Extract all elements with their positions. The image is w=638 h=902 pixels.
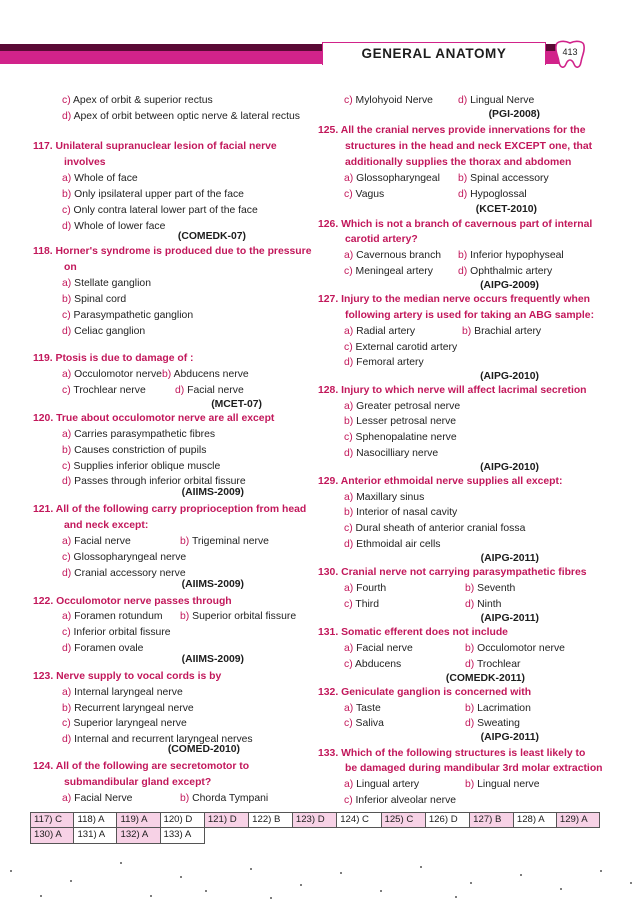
option-text: Foramen rotundum	[74, 611, 163, 622]
option-text: Superior orbital fissure	[192, 611, 297, 622]
option-item	[344, 265, 433, 279]
answer-cell: 132) A	[117, 828, 160, 843]
option-letter: a)	[344, 173, 354, 184]
source-tag: (AIPG-2009)	[480, 280, 539, 291]
option-letter: d)	[465, 659, 475, 670]
option-letter: d)	[62, 111, 72, 122]
option-letter: b)	[465, 703, 475, 714]
option-text: Facial nerve	[356, 643, 413, 654]
option-text: Abducens nerve	[173, 369, 249, 380]
option-letter: c)	[344, 432, 353, 443]
option-letter: c)	[344, 523, 353, 534]
option-letter: b)	[462, 326, 472, 337]
option-item	[62, 535, 131, 549]
option-item	[62, 384, 146, 398]
answer-cell: 127) B	[470, 813, 514, 828]
option-letter: c)	[62, 95, 71, 106]
option-text: Abducens	[354, 659, 402, 670]
option-item	[62, 172, 138, 186]
question-text: involves	[64, 157, 106, 168]
option-letter: c)	[62, 205, 71, 216]
scan-speck	[560, 888, 562, 890]
option-text: External carotid artery	[355, 342, 458, 353]
option-text: Facial Nerve	[74, 793, 133, 804]
source-tag: (AIPG-2011)	[480, 732, 539, 743]
option-letter: c)	[344, 659, 353, 670]
scan-speck	[205, 890, 207, 892]
option-text: Internal and recurrent laryngeal nerves	[74, 734, 253, 745]
scan-speck	[340, 872, 342, 874]
answer-cell: 118) A	[74, 813, 117, 828]
option-item	[458, 265, 552, 279]
option-item	[62, 702, 194, 716]
scan-speck	[120, 862, 122, 864]
option-letter: c)	[344, 718, 353, 729]
option-item	[62, 717, 187, 731]
answer-cell: 128) A	[513, 813, 556, 828]
option-item	[180, 610, 296, 624]
option-text: Spinal accessory	[470, 173, 549, 184]
option-item	[62, 368, 162, 382]
option-letter: c)	[344, 95, 353, 106]
option-letter: b)	[62, 445, 72, 456]
option-text: Third	[355, 599, 380, 610]
option-item	[465, 642, 565, 656]
option-text: Inferior orbital fissure	[73, 627, 171, 638]
scan-speck	[300, 884, 302, 886]
question-text: 121. All of the following carry proprioception from head	[33, 504, 307, 515]
answer-cell: 133) A	[160, 828, 204, 843]
option-item	[344, 415, 456, 429]
option-letter: c)	[62, 385, 71, 396]
question-text: 127. Injury to the median nerve occurs frequently when	[318, 294, 590, 305]
option-text: Internal laryngeal nerve	[74, 687, 183, 698]
source-tag: (AIPG-2011)	[480, 553, 539, 564]
option-item	[62, 686, 183, 700]
option-text: Trochlear nerve	[73, 385, 146, 396]
scan-speck	[10, 870, 12, 872]
option-text: Vagus	[355, 189, 385, 200]
option-text: Trochlear	[476, 659, 521, 670]
source-tag: (AIIMS-2009)	[181, 654, 244, 665]
option-letter: d)	[62, 643, 72, 654]
option-item	[62, 642, 143, 656]
answer-cell: 131) A	[74, 828, 117, 843]
option-letter: b)	[180, 536, 190, 547]
option-text: Sweating	[477, 718, 520, 729]
option-item	[344, 582, 386, 596]
source-tag: (KCET-2010)	[475, 204, 537, 215]
option-item	[344, 778, 419, 792]
question-text: 123. Nerve supply to vocal cords is by	[33, 671, 222, 682]
source-tag: (AIPG-2010)	[480, 462, 539, 473]
option-item	[62, 428, 215, 442]
option-text: Taste	[355, 703, 381, 714]
option-text: Stellate ganglion	[74, 278, 151, 289]
page-number: 413	[562, 47, 578, 57]
option-text: Chorda Tympani	[192, 793, 269, 804]
option-letter: a)	[344, 492, 354, 503]
option-text: Nasocilliary nerve	[356, 448, 439, 459]
option-letter: a)	[344, 250, 354, 261]
option-text: Inferior alveolar nerve	[355, 795, 457, 806]
option-item	[162, 368, 249, 382]
option-item	[344, 356, 424, 370]
option-item	[344, 506, 457, 520]
option-letter: b)	[62, 294, 72, 305]
option-item	[344, 702, 381, 716]
option-item	[62, 220, 165, 234]
option-text: Lacrimation	[477, 703, 531, 714]
option-item	[465, 717, 520, 731]
answer-cell: 122) B	[249, 813, 293, 828]
option-letter: c)	[62, 310, 71, 321]
question-text: 132. Geniculate ganglion is concerned with	[318, 687, 532, 698]
option-letter: b)	[180, 611, 190, 622]
option-text: Sphenopalatine nerve	[355, 432, 457, 443]
option-item	[344, 447, 438, 461]
option-item	[465, 658, 520, 672]
option-item	[62, 626, 171, 640]
question-text: additionally supplies the thorax and abdomen	[345, 157, 572, 168]
scan-speck	[180, 876, 182, 878]
option-letter: b)	[344, 507, 354, 518]
option-item	[62, 444, 206, 458]
option-letter: a)	[62, 536, 72, 547]
option-text: Trigeminal nerve	[191, 536, 269, 547]
question-text: structures in the head and neck EXCEPT one, that	[345, 141, 593, 152]
option-item	[465, 598, 501, 612]
option-letter: c)	[344, 795, 353, 806]
source-tag: (COMEDK-07)	[177, 231, 246, 242]
option-item	[344, 491, 424, 505]
option-text: Occulomotor nerve	[477, 643, 565, 654]
option-letter: b)	[465, 583, 475, 594]
answer-key-row	[31, 813, 600, 828]
question-text: 119. Ptosis is due to damage of :	[33, 353, 194, 364]
option-text: Recurrent laryngeal nerve	[74, 703, 194, 714]
option-letter: a)	[62, 173, 72, 184]
option-text: Facial nerve	[74, 536, 131, 547]
question-text: 128. Injury to which nerve will affect lacrimal secretion	[318, 385, 587, 396]
option-text: Passes through inferior orbital fissure	[74, 476, 246, 487]
scan-speck	[630, 882, 632, 884]
option-item	[62, 309, 193, 323]
answer-cell: 119) A	[117, 813, 160, 828]
option-item	[344, 400, 460, 414]
option-letter: d)	[62, 476, 72, 487]
option-letter: b)	[62, 189, 72, 200]
option-text: Brachial artery	[474, 326, 542, 337]
option-letter: b)	[458, 173, 468, 184]
answer-key-table	[30, 812, 600, 844]
option-letter: c)	[62, 627, 71, 638]
option-text: Lingual Nerve	[470, 95, 535, 106]
option-item	[180, 792, 268, 806]
question-text: and neck except:	[64, 520, 149, 531]
option-item	[62, 610, 163, 624]
option-item	[344, 341, 457, 355]
question-text: 117. Unilateral supranuclear lesion of facial nerve	[33, 141, 277, 152]
source-tag: (AIPG-2011)	[480, 613, 539, 624]
option-letter: a)	[344, 326, 354, 337]
answer-cell: 117) C	[31, 813, 74, 828]
option-text: Glossopharyngeal	[356, 173, 440, 184]
option-text: Carries parasympathetic fibres	[74, 429, 216, 440]
answer-cell: 126) D	[425, 813, 469, 828]
option-text: Greater petrosal nerve	[356, 401, 461, 412]
option-letter: d)	[344, 448, 354, 459]
option-text: Whole of face	[74, 173, 138, 184]
option-text: Cavernous branch	[356, 250, 442, 261]
tooth-page-badge	[552, 40, 588, 70]
source-tag: (AIPG-2010)	[480, 371, 539, 382]
tooth-icon	[552, 40, 588, 70]
answer-cell: 120) D	[160, 813, 204, 828]
option-item	[62, 567, 186, 581]
option-item	[458, 249, 564, 263]
option-text: Cranial accessory nerve	[74, 568, 186, 579]
option-text: Lesser petrosal nerve	[356, 416, 457, 427]
option-item	[465, 778, 540, 792]
option-letter: d)	[344, 539, 354, 550]
option-letter: c)	[344, 599, 353, 610]
option-letter: d)	[465, 599, 475, 610]
option-text: Lingual nerve	[477, 779, 540, 790]
option-item	[344, 538, 440, 552]
option-letter: d)	[62, 568, 72, 579]
option-text: Apex of orbit & superior rectus	[72, 95, 213, 106]
option-letter: d)	[458, 266, 468, 277]
option-item	[344, 794, 456, 808]
question-text: 124. All of the following are secretomotor to	[33, 761, 250, 772]
answer-cell: 129) A	[556, 813, 599, 828]
question-text: submandibular gland except?	[64, 777, 212, 788]
question-text: following artery is used for taking an ABG sample:	[345, 310, 595, 321]
option-letter: a)	[344, 643, 354, 654]
question-text: 118. Horner's syndrome is produced due to the pressure	[33, 246, 312, 257]
option-text: Meningeal artery	[355, 266, 433, 277]
option-letter: a)	[344, 401, 354, 412]
option-item	[344, 325, 415, 339]
option-text: Celiac ganglion	[74, 326, 146, 337]
option-letter: a)	[62, 687, 72, 698]
option-item	[62, 188, 244, 202]
option-letter: d)	[175, 385, 185, 396]
option-letter: d)	[458, 189, 468, 200]
scan-speck	[520, 874, 522, 876]
option-item	[62, 204, 258, 218]
option-item	[344, 658, 401, 672]
scan-speck	[380, 890, 382, 892]
option-text: Only ipsilateral upper part of the face	[74, 189, 244, 200]
option-item	[344, 188, 384, 202]
option-item	[180, 535, 269, 549]
option-letter: c)	[344, 189, 353, 200]
option-letter: d)	[62, 326, 72, 337]
option-letter: a)	[344, 583, 354, 594]
answer-cell: 125) C	[381, 813, 425, 828]
option-item	[62, 460, 220, 474]
question-text: 131. Somatic efferent does not include	[318, 627, 508, 638]
question-text: carotid artery?	[345, 234, 418, 245]
option-text: Only contra lateral lower part of the face	[73, 205, 258, 216]
scan-speck	[470, 882, 472, 884]
option-text: Ethmoidal air cells	[356, 539, 441, 550]
option-letter: b)	[180, 793, 190, 804]
option-letter: b)	[162, 369, 172, 380]
option-item	[62, 325, 145, 339]
option-item	[462, 325, 541, 339]
option-letter: d)	[62, 734, 72, 745]
option-item	[344, 249, 441, 263]
option-letter: a)	[344, 779, 354, 790]
option-letter: a)	[62, 611, 72, 622]
option-text: Seventh	[477, 583, 516, 594]
question-text: on	[64, 262, 77, 273]
option-item	[175, 384, 244, 398]
option-item	[344, 642, 413, 656]
option-letter: d)	[344, 357, 354, 368]
option-letter: c)	[62, 552, 71, 563]
scan-speck	[455, 896, 457, 898]
option-text: Maxillary sinus	[356, 492, 425, 503]
option-item	[458, 172, 549, 186]
source-tag: (AIIMS-2009)	[181, 487, 244, 498]
option-item	[344, 598, 379, 612]
option-text: Parasympathetic ganglion	[73, 310, 194, 321]
option-letter: c)	[344, 342, 353, 353]
option-letter: a)	[62, 793, 72, 804]
option-letter: c)	[62, 718, 71, 729]
option-text: Causes constriction of pupils	[74, 445, 207, 456]
source-tag: (COMED-2010)	[167, 744, 240, 755]
option-item	[62, 94, 213, 108]
option-item	[458, 94, 534, 108]
option-item	[344, 522, 525, 536]
question-text: 133. Which of the following structures is least likely to	[318, 748, 586, 759]
question-text: 126. Which is not a branch of cavernous part of internal	[318, 219, 593, 230]
option-item	[458, 188, 527, 202]
question-text: 125. All the cranial nerves provide innervations for the	[318, 125, 586, 136]
question-text: 122. Occulomotor nerve passes through	[33, 596, 232, 607]
option-item	[344, 94, 433, 108]
option-letter: b)	[465, 643, 475, 654]
option-item	[62, 551, 186, 565]
option-text: Femoral artery	[356, 357, 424, 368]
option-text: Saliva	[355, 718, 384, 729]
option-item	[465, 702, 531, 716]
question-text: be damaged during mandibular 3rd molar extraction	[345, 763, 603, 774]
scan-speck	[270, 897, 272, 899]
option-text: Facial nerve	[187, 385, 244, 396]
option-text: Supplies inferior oblique muscle	[73, 461, 221, 472]
option-text: Hypoglossal	[470, 189, 527, 200]
answer-cell: 124) C	[337, 813, 381, 828]
option-letter: b)	[458, 250, 468, 261]
scan-speck	[600, 870, 602, 872]
option-letter: c)	[344, 266, 353, 277]
option-letter: a)	[62, 278, 72, 289]
answer-cell: 121) D	[204, 813, 248, 828]
option-text: Radial artery	[356, 326, 416, 337]
option-letter: c)	[62, 461, 71, 472]
option-text: Interior of nasal cavity	[356, 507, 458, 518]
option-text: Inferior hypophyseal	[470, 250, 564, 261]
page-title: GENERAL ANATOMY	[322, 42, 546, 65]
option-item	[62, 293, 126, 307]
option-text: Lingual artery	[356, 779, 420, 790]
option-item	[62, 110, 300, 124]
answer-cell: 123) D	[292, 813, 336, 828]
option-letter: d)	[465, 718, 475, 729]
option-letter: a)	[62, 369, 72, 380]
option-text: Foramen ovale	[74, 643, 144, 654]
option-text: Apex of orbit between optic nerve & lateral rectus	[73, 111, 300, 122]
question-text: 120. True about occulomotor nerve are all except	[33, 413, 275, 424]
option-text: Ophthalmic artery	[470, 266, 553, 277]
option-item	[344, 717, 384, 731]
option-item	[465, 582, 515, 596]
option-letter: a)	[344, 703, 354, 714]
option-letter: d)	[458, 95, 468, 106]
question-text: 130. Cranial nerve not carrying parasympathetic fibres	[318, 567, 587, 578]
question-text: 129. Anterior ethmoidal nerve supplies all except:	[318, 476, 563, 487]
answer-key-row	[31, 828, 600, 843]
scan-speck	[150, 895, 152, 897]
scan-speck	[70, 880, 72, 882]
option-item	[62, 792, 132, 806]
option-letter: a)	[62, 429, 72, 440]
option-text: Glossopharyngeal nerve	[73, 552, 187, 563]
option-text: Ninth	[477, 599, 502, 610]
option-item	[344, 431, 457, 445]
scan-speck	[250, 868, 252, 870]
scan-speck	[420, 866, 422, 868]
option-letter: d)	[62, 221, 72, 232]
option-letter: b)	[62, 703, 72, 714]
option-item	[62, 277, 151, 291]
option-text: Fourth	[356, 583, 387, 594]
source-tag: (AIIMS-2009)	[181, 579, 244, 590]
option-item	[344, 172, 440, 186]
option-text: Spinal cord	[74, 294, 127, 305]
option-letter: b)	[465, 779, 475, 790]
option-text: Occulomotor nerve	[74, 369, 162, 380]
source-tag: (COMEDK-2011)	[445, 673, 525, 684]
source-tag: (PGI-2008)	[488, 109, 540, 120]
option-text: Superior laryngeal nerve	[73, 718, 187, 729]
option-text: Whole of lower face	[74, 221, 166, 232]
option-text: Dural sheath of anterior cranial fossa	[355, 523, 526, 534]
scan-speck	[40, 895, 42, 897]
option-letter: b)	[344, 416, 354, 427]
source-tag: (MCET-07)	[211, 399, 262, 410]
answer-cell: 130) A	[31, 828, 74, 843]
option-text: Mylohyoid Nerve	[355, 95, 433, 106]
